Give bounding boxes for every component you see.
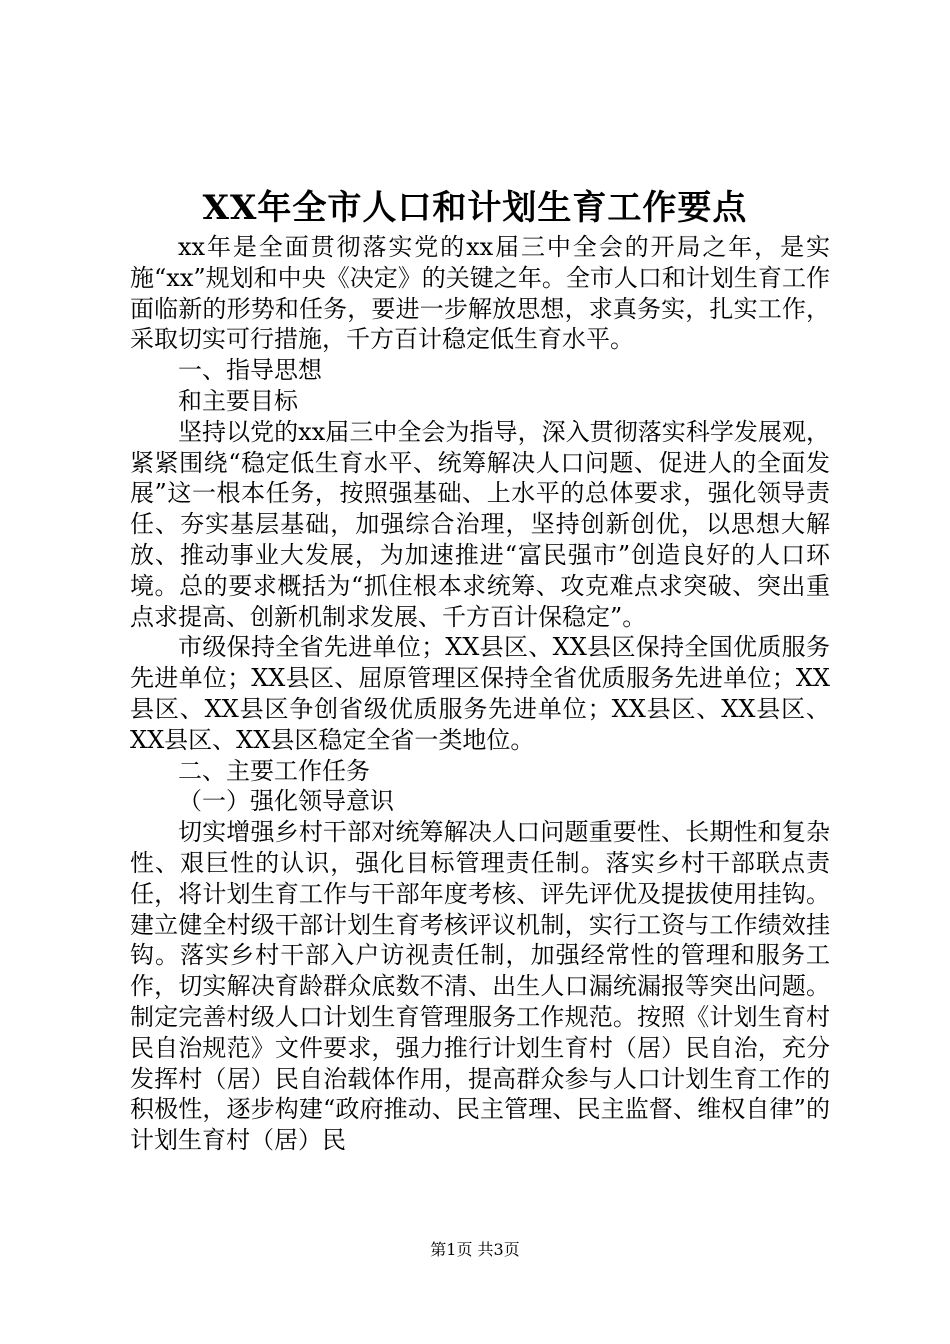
paragraph-guiding-thought: 坚持以党的xx届三中全会为指导，深入贯彻落实科学发展观，紧紧围绕“稳定低生育水平、统筹解决人口问题、促进人的全面发展”这一根本任务，按照强基础、上水平的总体要求，强化领导责任、夯实基层基础，加强综合治理，坚持创新创优，以思想大解放、推动事业大发展，为加速推进“富民强市”创造良好的人口环境。总的要求概括为“抓住根本求统筹、攻克难点求突破、突出重点求提高、创新机制求发展、千方百计保稳定”。 [130, 417, 830, 631]
section-heading-1: 一、指导思想 [178, 356, 322, 385]
paragraph-intro: xx年是全面贯彻落实党的xx届三中全会的开局之年，是实施“xx”规划和中央《决定》的关键之年。全市人口和计划生育工作面临新的形势和任务，要进一步解放思想，求真务实，扎实工作，采取切实可行措施，千方百计稳定低生育水平。 [130, 233, 830, 354]
section-heading-1-cont: 和主要目标 [178, 386, 298, 415]
section-heading-2: 二、主要工作任务 [178, 756, 370, 785]
paragraph-targets: 市级保持全省先进单位；XX县区、XX县区保持全国优质服务先进单位；XX县区、屈原管理区保持全省优质服务先进单位；XX县区、XX县区争创省级优质服务先进单位；XX县区、XX县区、XX县区、XX县区稳定全省一类地位。 [130, 633, 830, 754]
paragraph-leadership: 切实增强乡村干部对统筹解决人口问题重要性、长期性和复杂性、艰巨性的认识，强化目标管理责任制。落实乡村干部联点责任，将计划生育工作与干部年度考核、评先评优及提拔使用挂钩。建立健全村级干部计划生育考核评议机制，实行工资与工作绩效挂钩。落实乡村干部入户访视责任制，加强经常性的管理和服务工作，切实解决育龄群众底数不清、出生人口漏统漏报等突出问题。制定完善村级人口计划生育管理服务工作规范。按照《计划生育村民自治规范》文件要求，强力推行计划生育村（居）民自治，充分发挥村（居）民自治载体作用，提高群众参与人口计划生育工作的积极性，逐步构建“政府推动、民主管理、民主监督、维权自律”的计划生育村（居）民 [130, 818, 830, 1155]
document-body [130, 232, 830, 1156]
subsection-heading-1: （一）强化领导意识 [178, 787, 394, 816]
document-title: XX年全市人口和计划生育工作要点 [202, 188, 748, 228]
page-footer: 第1页 共3页 [430, 1240, 520, 1259]
